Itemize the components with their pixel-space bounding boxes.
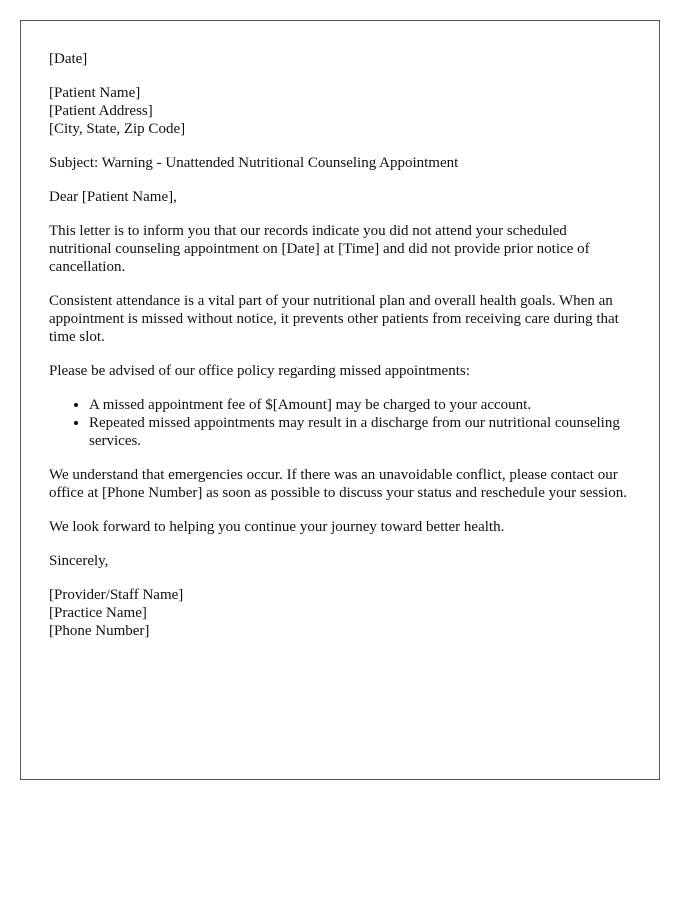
policy-list-item: • Repeated missed appointments may result in a discharge from our nutritional counseling services. <box>89 414 631 450</box>
body-paragraph: Consistent attendance is a vital part of your nutritional plan and overall health goals. When an appointment is missed without notice, it prevents other patients from receiving care during that time slot. <box>49 293 619 345</box>
body-paragraph: Please be advised of our office policy regarding missed appointments: <box>49 363 470 379</box>
recipient-name: [Patient Name] <box>49 85 141 101</box>
signature-name: [Provider/Staff Name] <box>49 587 184 603</box>
letter-salutation: Dear [Patient Name], <box>49 189 177 205</box>
recipient-address: [Patient Address] <box>49 103 153 119</box>
letter-valediction: Sincerely, <box>49 553 109 569</box>
signature-block <box>49 586 631 640</box>
recipient-address-block <box>49 84 631 138</box>
signature-phone: [Phone Number] <box>49 623 150 639</box>
body-paragraph: We look forward to helping you continue your journey toward better health. <box>49 519 505 535</box>
signature-practice: [Practice Name] <box>49 605 147 621</box>
letter-date: [Date] <box>49 51 88 67</box>
policy-list-item: • A missed appointment fee of $[Amount] may be charged to your account. <box>89 396 631 414</box>
policy-list <box>49 396 631 450</box>
letter-subject: Subject: Warning - Unattended Nutritional Counseling Appointment <box>49 155 459 171</box>
recipient-city-state-zip: [City, State, Zip Code] <box>49 121 186 137</box>
body-paragraph: This letter is to inform you that our records indicate you did not attend your scheduled nutritional counseling appointment on [Date] at [Time] and did not provide prior notice of cancellation. <box>49 223 590 275</box>
body-paragraph: We understand that emergencies occur. If there was an unavoidable conflict, please contact our office at [Phone Number] as soon as possible to discuss your status and reschedule your session. <box>49 467 627 501</box>
letter-page <box>20 20 660 780</box>
